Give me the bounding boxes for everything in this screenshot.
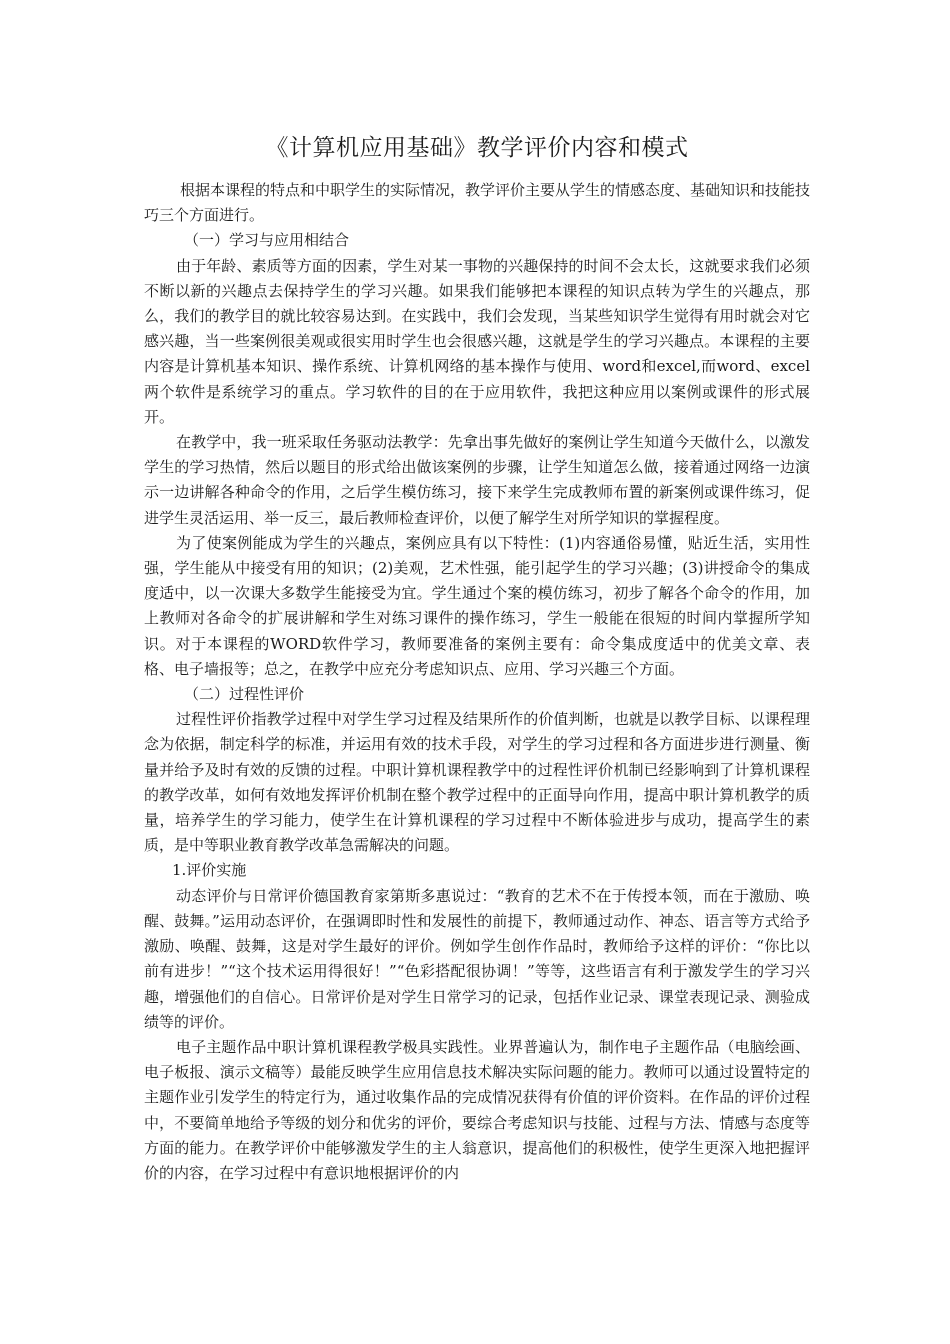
section-heading-2: （二）过程性评价: [184, 685, 305, 704]
intro-paragraph: 根据本课程的特点和中职学生的实际情况，教学评价主要从学生的情感态度、基础知识和技能技巧三个方面进行。: [144, 181, 811, 225]
subsection-heading: 1.评价实施: [172, 861, 247, 880]
body-paragraph: 在教学中，我一班采取任务驱动法教学：先拿出事先做好的案例让学生知道今天做什么，以激发学生的学习热情，然后以题目的形式给出做该案例的步骤，让学生知道怎么做，接着通过网络一边演示一边讲解各种命令的作用，之后学生模仿练习，接下来学生完成教师布置的新案例或课件练习，促进学生灵活运用、举一反三，最后教师检查评价，以便了解学生对所学知识的掌握程度。: [144, 433, 810, 527]
body-paragraph: 动态评价与日常评价德国教育家第斯多惠说过：“教育的艺术不在于传授本领，而在于激励、唤醒、鼓舞。”运用动态评价，在强调即时性和发展性的前提下，教师通过动作、神态、语言等方式给予激励、唤醒、鼓舞，这是对学生最好的评价。例如学生创作作品时，教师给予这样的评价：“你比以前有进步！”“这个技术运用得很好！”“色彩搭配很协调！”等等，这些语言有利于激发学生的学习兴趣，增强他们的自信心。日常评价是对学生日常学习的记录，包括作业记录、课堂表现记录、测验成绩等的评价。: [144, 886, 810, 1031]
body-paragraph: 过程性评价指教学过程中对学生学习过程及结果所作的价值判断，也就是以教学目标、以课程理念为依据，制定科学的标准，并运用有效的技术手段，对学生的学习过程和各方面进步进行测量、衡量并给予及时有效的反馈的过程。中职计算机课程教学中的过程性评价机制已经影响到了计算机课程的教学改革，如何有效地发挥评价机制在整个教学过程中的正面导向作用，提高中职计算机教学的质量，培养学生的学习能力，使学生在计算机课程的学习过程中不断体验进步与成功，提高学生的素质，是中等职业教育教学改革急需解决的问题。: [144, 710, 810, 855]
body-paragraph: 电子主题作品中职计算机课程教学极具实践性。业界普遍认为，制作电子主题作品（电脑绘画、电子板报、演示文稿等）最能反映学生应用信息技术解决实际问题的能力。教师可以通过设置特定的主题作业引发学生的特定行为，通过收集作品的完成情况获得有价值的评价资料。在作品的评价过程中，不要简单地给予等级的划分和优劣的评价，要综合考虑知识与技能、过程与方法、情感与态度等方面的能力。在教学评价中能够激发学生的主人翁意识，提高他们的积极性，使学生更深入地把握评价的内容，在学习过程中有意识地根据评价的内: [144, 1037, 810, 1182]
body-paragraph: 为了使案例能成为学生的兴趣点，案例应具有以下特性：(1)内容通俗易懂，贴近生活，实用性强，学生能从中接受有用的知识；(2)美观，艺术性强，能引起学生的学习兴趣；(3)讲授命令的集成度适中，以一次课大多数学生能接受为宜。学生通过个案的模仿练习，初步了解各个命令的作用，加上教师对各命令的扩展讲解和学生对练习课件的操作练习，学生一般能在很短的时间内掌握所学知识。对于本课程的WORD软件学习，教师要准备的案例主要有：命令集成度适中的优美文章、表格、电子墙报等；总之，在教学中应充分考虑知识点、应用、学习兴趣三个方面。: [144, 533, 810, 678]
document-title: 《计算机应用基础》教学评价内容和模式: [265, 135, 689, 161]
section-heading-1: （一）学习与应用相结合: [184, 231, 350, 250]
document-page: [144, 128, 810, 1186]
body-paragraph: 由于年龄、素质等方面的因素，学生对某一事物的兴趣保持的时间不会太长，这就要求我们必须不断以新的兴趣点去保持学生的学习兴趣。如果我们能够把本课程的知识点转为学生的兴趣点，那么，我们的教学目的就比较容易达到。在实践中，我们会发现，当某些知识学生觉得有用时就会对它感兴趣，当一些案例很美观或很实用时学生也会很感兴趣，这就是学生的学习兴趣点。本课程的主要内容是计算机基本知识、操作系统、计算机网络的基本操作与使用、word和excel,而word、excel两个软件是系统学习的重点。学习软件的目的在于应用软件，我把这种应用以案例或课件的形式展开。: [144, 256, 810, 426]
